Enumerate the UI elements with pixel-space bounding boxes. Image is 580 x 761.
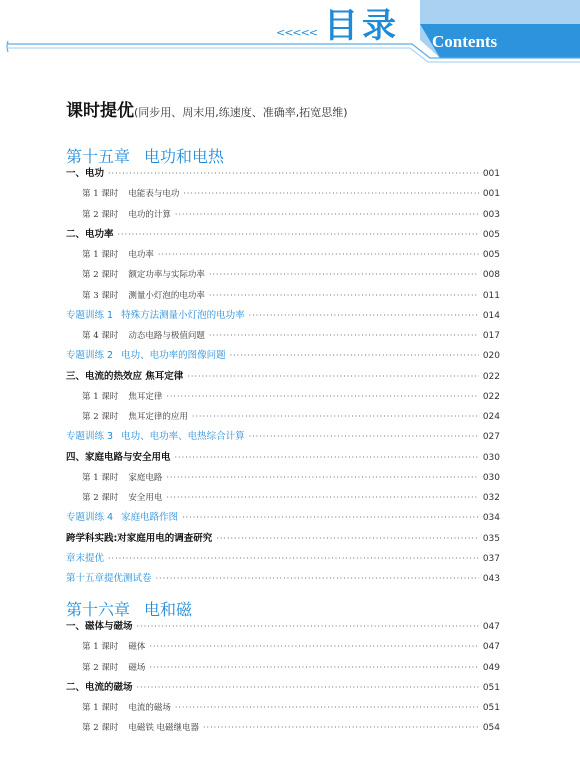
toc-entry-text: 二、电功率 bbox=[66, 228, 114, 240]
chapter-name: 电和磁 bbox=[144, 600, 193, 619]
toc-entry-label bbox=[66, 427, 245, 447]
dot-leader bbox=[108, 164, 479, 184]
toc-entry-text: 一、电功 bbox=[66, 168, 105, 179]
toc-entry-text: 电磁铁 电磁继电器 bbox=[128, 723, 200, 734]
dot-leader bbox=[209, 326, 479, 346]
toc-entry-page: 022 bbox=[482, 391, 500, 402]
toc-entry-page: 020 bbox=[482, 351, 500, 362]
dot-leader bbox=[108, 549, 479, 569]
dot-leader bbox=[175, 448, 479, 468]
toc-entry-page: 011 bbox=[482, 290, 500, 301]
dot-leader bbox=[158, 245, 479, 265]
toc-entry-page: 024 bbox=[482, 412, 500, 422]
toc-entry-label bbox=[66, 658, 145, 678]
toc-entry-text: 电功、电功率、电热综合计算 bbox=[121, 431, 245, 443]
toc-entry[interactable] bbox=[66, 245, 500, 265]
toc-list bbox=[66, 617, 500, 739]
toc-entry-label bbox=[66, 286, 205, 306]
toc-entry-prefix: 第 1 课时 bbox=[82, 703, 119, 713]
toc-entry-page: 032 bbox=[482, 493, 500, 503]
dot-leader bbox=[137, 678, 479, 698]
contents-label: Contents bbox=[432, 32, 498, 51]
toc-entry-text: 额定功率与实际功率 bbox=[128, 270, 205, 281]
toc-entry-prefix: 第 2 课时 bbox=[82, 412, 119, 422]
toc-entry[interactable] bbox=[66, 326, 500, 346]
toc-entry-text: 测量小灯泡的电功率 bbox=[128, 290, 205, 301]
toc-entry-text: 四、家庭电路与安全用电 bbox=[66, 451, 171, 463]
toc-entry-label bbox=[66, 346, 226, 366]
toc-entry-label bbox=[66, 508, 178, 528]
dot-leader bbox=[118, 225, 479, 245]
toc-entry-page: 051 bbox=[482, 682, 500, 693]
toc-entry[interactable] bbox=[66, 164, 500, 184]
toc-entry-page: 035 bbox=[482, 533, 500, 544]
toc-entry-prefix: 第 2 课时 bbox=[82, 723, 119, 734]
toc-entry-page: 043 bbox=[482, 574, 500, 584]
dot-leader bbox=[182, 508, 479, 528]
toc-entry-label bbox=[66, 326, 205, 346]
toc-entry-prefix: 第 1 课时 bbox=[82, 472, 119, 483]
toc-entry[interactable] bbox=[66, 387, 500, 407]
toc-entry-label bbox=[66, 407, 188, 427]
dot-leader bbox=[175, 205, 479, 225]
section-title: 课时提优 bbox=[66, 101, 134, 121]
toc-entry-page: 008 bbox=[482, 270, 500, 281]
page-title: 目录 bbox=[324, 6, 400, 46]
toc-entry[interactable] bbox=[66, 658, 500, 678]
toc-entry-label bbox=[66, 549, 104, 569]
toc-entry-page: 030 bbox=[482, 452, 500, 463]
toc-entry-text: 三、电流的热效应 焦耳定律 bbox=[66, 370, 184, 382]
toc-entry-text: 电能表与电功 bbox=[128, 189, 180, 200]
toc-entry-page: 054 bbox=[482, 723, 500, 734]
toc-entry-text: 电功的计算 bbox=[128, 209, 171, 220]
dot-leader bbox=[249, 306, 479, 326]
toc-entry-page: 027 bbox=[482, 432, 500, 443]
dot-leader bbox=[249, 427, 479, 447]
toc-entry-label bbox=[66, 387, 162, 407]
toc-entry[interactable] bbox=[66, 448, 500, 468]
toc-entry-text: 家庭电路 bbox=[128, 472, 163, 483]
toc-entry-label bbox=[66, 367, 183, 387]
toc-entry-prefix: 第 1 课时 bbox=[82, 391, 119, 402]
dot-leader bbox=[183, 184, 478, 204]
toc-entry-page: 047 bbox=[482, 642, 500, 653]
toc-entry[interactable] bbox=[66, 678, 500, 698]
toc-entry-text: 安全用电 bbox=[128, 493, 163, 503]
dot-leader bbox=[230, 346, 479, 366]
toc-entry[interactable] bbox=[66, 718, 500, 738]
toc-entry-page: 037 bbox=[482, 553, 500, 564]
toc-entry-prefix: 第 1 课时 bbox=[82, 642, 119, 653]
toc-entry-label bbox=[66, 678, 133, 698]
toc-entry-page: 047 bbox=[482, 622, 500, 632]
toc-entry-label bbox=[66, 306, 245, 326]
toc-entry-prefix: 第 1 课时 bbox=[82, 250, 119, 260]
toc-entry-label bbox=[66, 529, 212, 549]
toc-entry-page: 022 bbox=[482, 371, 500, 382]
toc-entry-prefix: 第 2 课时 bbox=[82, 662, 119, 673]
header-arrows: <<<<< bbox=[276, 26, 318, 39]
toc-entry[interactable] bbox=[66, 488, 500, 508]
toc-entry-page: 001 bbox=[482, 189, 500, 200]
toc-entry-label bbox=[66, 265, 205, 285]
toc-entry-page: 003 bbox=[482, 209, 500, 220]
toc-entry[interactable] bbox=[66, 427, 500, 447]
dot-leader bbox=[203, 718, 479, 738]
section-subtitle: (同步用、周末用,练速度、准确率,拓宽思维) bbox=[134, 106, 348, 119]
toc-entry[interactable] bbox=[66, 637, 500, 657]
toc-entry-label bbox=[66, 184, 179, 204]
toc-list bbox=[66, 164, 500, 589]
toc-entry-page: 001 bbox=[482, 169, 500, 179]
toc-entry-label bbox=[66, 468, 162, 488]
dot-leader bbox=[156, 569, 479, 589]
dot-leader bbox=[166, 387, 478, 407]
dot-leader bbox=[166, 468, 478, 488]
toc-entry-label bbox=[66, 617, 133, 637]
toc-entry-prefix: 第 2 课时 bbox=[82, 270, 119, 281]
toc-entry-label bbox=[66, 569, 152, 589]
toc-entry-prefix: 专题训练 4 bbox=[66, 512, 114, 524]
toc-entry-text: 章末提优 bbox=[66, 552, 105, 564]
toc-entry-prefix: 第 2 课时 bbox=[82, 493, 119, 503]
toc-entry-text: 电流的磁场 bbox=[128, 703, 171, 713]
toc-entry-label bbox=[66, 488, 162, 508]
toc-entry[interactable] bbox=[66, 529, 500, 549]
toc-entry[interactable] bbox=[66, 617, 500, 637]
toc-entry-page: 005 bbox=[482, 250, 500, 260]
toc-entry-label bbox=[66, 718, 199, 738]
toc-entry-text: 电功、电功率的图像问题 bbox=[121, 350, 226, 362]
toc-entry-page: 005 bbox=[482, 229, 500, 240]
dot-leader bbox=[209, 265, 479, 285]
toc-entry-text: 动态电路与极值问题 bbox=[128, 331, 205, 341]
toc-entry-label bbox=[66, 164, 104, 184]
toc-entry-text: 特殊方法测量小灯泡的电功率 bbox=[121, 309, 245, 321]
toc-entry[interactable] bbox=[66, 265, 500, 285]
toc-entry[interactable] bbox=[66, 549, 500, 569]
toc-entry[interactable] bbox=[66, 508, 500, 528]
dot-leader bbox=[137, 617, 479, 637]
toc-entry-prefix: 专题训练 2 bbox=[66, 350, 114, 362]
toc-entry-page: 049 bbox=[482, 662, 500, 673]
toc-entry-text: 磁体 bbox=[128, 642, 146, 653]
section-heading bbox=[66, 96, 348, 121]
dot-leader bbox=[216, 529, 479, 549]
dot-leader bbox=[175, 698, 479, 718]
toc-entry-page: 051 bbox=[482, 703, 500, 713]
toc-entry[interactable] bbox=[66, 225, 500, 245]
toc-entry[interactable] bbox=[66, 367, 500, 387]
toc-entry-text: 跨学科实践:对家庭用电的调查研究 bbox=[66, 532, 213, 544]
toc-entry-prefix: 第 1 课时 bbox=[82, 189, 119, 200]
toc-entry-label bbox=[66, 205, 171, 225]
toc-entry-label bbox=[66, 448, 171, 468]
toc-entry-label bbox=[66, 245, 154, 265]
dot-leader bbox=[166, 488, 478, 508]
toc-entry[interactable] bbox=[66, 346, 500, 366]
toc-entry-page: 014 bbox=[482, 310, 500, 321]
toc-entry-page: 017 bbox=[482, 331, 500, 341]
toc-entry-label bbox=[66, 698, 171, 718]
toc-entry[interactable] bbox=[66, 306, 500, 326]
toc-entry-text: 第十五章提优测试卷 bbox=[66, 573, 152, 584]
dot-leader bbox=[187, 367, 479, 387]
toc-entry-text: 磁场 bbox=[128, 662, 146, 673]
toc-entry[interactable] bbox=[66, 286, 500, 306]
toc-entry-label bbox=[66, 225, 114, 245]
toc-entry[interactable] bbox=[66, 569, 500, 589]
toc-entry-text: 焦耳定律的应用 bbox=[128, 412, 188, 422]
toc-entry[interactable] bbox=[66, 184, 500, 204]
dot-leader bbox=[149, 658, 478, 678]
toc-entry-text: 一、磁体与磁场 bbox=[66, 621, 133, 632]
toc-entry-prefix: 第 2 课时 bbox=[82, 209, 119, 220]
toc-entry[interactable] bbox=[66, 468, 500, 488]
chapter-name: 电功和电热 bbox=[144, 147, 225, 166]
toc-entry-prefix: 第 3 课时 bbox=[82, 290, 119, 301]
toc-entry-text: 焦耳定律 bbox=[128, 391, 163, 402]
toc-entry-prefix: 第 4 课时 bbox=[82, 331, 119, 341]
toc-entry[interactable] bbox=[66, 205, 500, 225]
toc-entry[interactable] bbox=[66, 407, 500, 427]
dot-leader bbox=[209, 286, 479, 306]
page-header bbox=[0, 0, 580, 70]
toc-entry-text: 家庭电路作图 bbox=[121, 512, 179, 524]
toc-entry-prefix: 专题训练 3 bbox=[66, 431, 114, 443]
toc-entry-page: 030 bbox=[482, 472, 500, 483]
dot-leader bbox=[192, 407, 479, 427]
chapter-number: 第十五章 bbox=[66, 147, 131, 166]
dot-leader bbox=[149, 637, 478, 657]
toc-entry-text: 二、电流的磁场 bbox=[66, 681, 133, 693]
toc-entry[interactable] bbox=[66, 698, 500, 718]
toc-entry-text: 电功率 bbox=[128, 250, 154, 260]
toc-entry-page: 034 bbox=[482, 513, 500, 524]
chapter-number: 第十六章 bbox=[66, 600, 131, 619]
toc-entry-label bbox=[66, 637, 145, 657]
toc-entry-prefix: 专题训练 1 bbox=[66, 309, 114, 321]
